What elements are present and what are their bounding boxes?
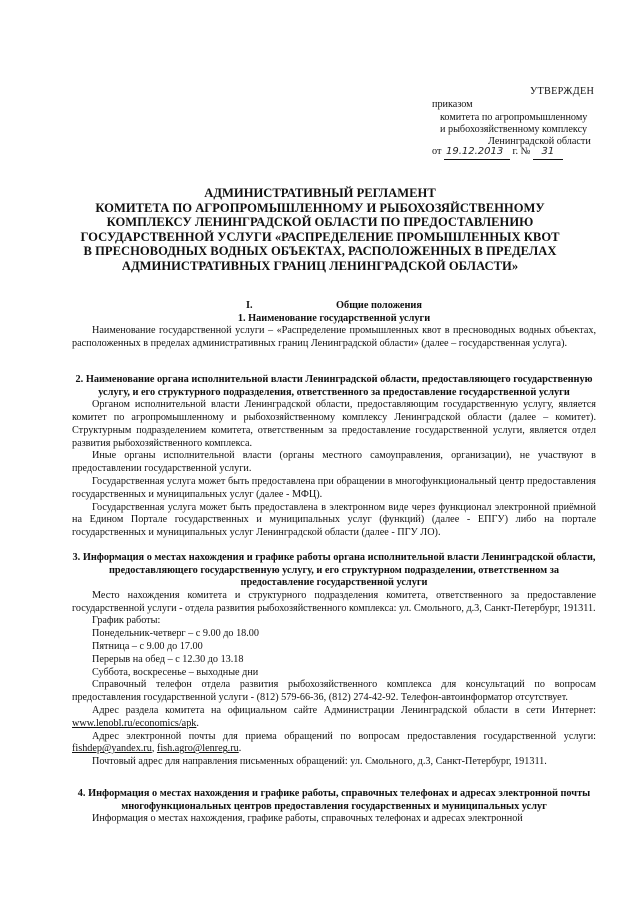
chapter-title: Общие положения (336, 300, 422, 311)
schedule-item: Понедельник-четверг – с 9.00 до 18.00 (92, 628, 259, 640)
schedule-item: Пятница – с 9.00 до 17.00 (92, 640, 203, 652)
title-line: КОМИТЕТА ПО АГРОПРОМЫШЛЕННОМУ И РЫБОХОЗЯЙСТВЕННОМУ (95, 200, 545, 215)
approval-line: Ленинградской области (488, 136, 591, 147)
site-link[interactable]: www.lenobl.ru/economics/apk (72, 717, 197, 729)
paragraph: Место нахождения комитета и структурного подразделения комитета, ответственного за предоставление государственной услуги - отдела развития рыбохозяйственного комплекса: ул. Смольного, д.3, Санкт-Петербург, 191311. (72, 589, 596, 614)
section-heading: 1. Наименование государственной услуги (237, 312, 431, 324)
title-line: В ПРЕСНОВОДНЫХ ВОДНЫХ ОБЪЕКТАХ, РАСПОЛОЖЕННЫХ В ПРЕДЕЛАХ (83, 244, 557, 259)
approval-title: УТВЕРЖДЕН (530, 86, 595, 97)
paragraph: Государственная услуга может быть предоставлена при обращении в многофункциональный центр предоставления государственных и муниципальных услуг (далее - МФЦ). (72, 475, 596, 500)
email-link[interactable]: fish.agro@lenreg.ru (156, 743, 239, 755)
section-heading: 3. Информация о местах нахождения и графике работы органа исполнительной власти Ленинградской области, предоставляющего государственную услугу, и его структурном подразделении, ответственном за предоставление государственной услуги (72, 552, 596, 589)
section-heading: 4. Информация о местах нахождения и графике работы, справочных телефонах и адресах электронной почты многофункциональных центров предоставления государственных и муниципальных услуг (77, 788, 591, 812)
approval-line: комитета по агропромышленному (440, 112, 588, 123)
title-line: АДМИНИСТРАТИВНЫЙ РЕГЛАМЕНТ (204, 186, 436, 200)
paragraph: Почтовый адрес для направления письменных обращений: ул. Смольного, д.3, Санкт-Петербург, 191311. (92, 756, 547, 768)
title-line: КОМПЛЕКСУ ЛЕНИНГРАДСКОЙ ОБЛАСТИ ПО ПРЕДОСТАВЛЕНИЮ (106, 215, 534, 230)
date-prefix: от (432, 146, 442, 157)
chapter-heading (72, 300, 596, 313)
title-line: АДМИНИСТРАТИВНЫХ ГРАНИЦ ЛЕНИНГРАДСКОЙ ОБЛАСТИ» (121, 258, 519, 273)
paragraph: Органом исполнительной власти Ленинградской области, предоставляющим государственную услугу, является комитет по агропромышленному и рыбохозяйственному комплексу Ленинградской области (далее – комитет). Структурным подразделением комитета, ответственным за предоставление государственной услуги, является отдел развития рыбохозяйственного комплекса. (72, 399, 596, 449)
email-text: Адрес электронной почты для приема обращений по вопросам предоставления государственной услуги: (92, 730, 596, 742)
approval-line: приказом (432, 99, 473, 110)
paragraph: Адрес электронной почты для приема обращений по вопросам предоставления государственной услуги: fishdep@yandex.ru, fish.agro@lenreg.ru. (72, 730, 596, 755)
site-text: Адрес раздела комитета на официальном сайте Администрации Ленинградской области в сети Интернет: (92, 704, 596, 716)
number-prefix: г. № (512, 146, 531, 157)
schedule-item: Перерыв на обед – с 12.30 до 13.18 (92, 653, 244, 665)
document-title (60, 186, 580, 274)
section-heading: 2. Наименование органа исполнительной власти Ленинградской области, предоставляющего государственную услугу, и его структурного подразделения, ответственного за предоставление государственной услуги (75, 374, 593, 398)
chapter-number: I. (246, 300, 253, 311)
approval-date-line (432, 146, 563, 160)
section-2 (72, 374, 596, 540)
section-3 (72, 552, 596, 769)
section-4 (72, 788, 596, 826)
paragraph: Наименование государственной услуги – «Распределение промышленных квот в пресноводных водных объектах, расположенных в пределах административных границ Ленинградской области» (далее – государственная услуга). (72, 325, 596, 349)
paragraph: Информация о местах нахождения, графике работы, справочных телефонах и адресах электронной (92, 813, 523, 825)
schedule-label: График работы: (92, 615, 161, 627)
handwritten-date: 19.12.2013 (444, 146, 510, 160)
handwritten-number: 31 (533, 146, 563, 160)
schedule-item: Суббота, воскресенье – выходные дни (92, 666, 259, 678)
email-link[interactable]: fishdep@yandex.ru (72, 743, 152, 755)
title-line: ГОСУДАРСТВЕННОЙ УСЛУГИ «РАСПРЕДЕЛЕНИЕ ПРОМЫШЛЕННЫХ КВОТ (80, 229, 560, 244)
paragraph: Адрес раздела комитета на официальном сайте Администрации Ленинградской области в сети Интернет: www.lenobl.ru/economics/apk. (72, 704, 596, 729)
paragraph: Государственная услуга может быть предоставлена в электронном виде через функционал электронной приёмной на Едином Портале государственных и муниципальных услуг (функций) (далее - ЕПГУ) либо на портале государственных и муниципальных услуг Ленинградской области (далее - ПГУ ЛО). (72, 501, 596, 539)
approval-line: и рыбохозяйственному комплексу (440, 124, 588, 135)
section-1 (72, 300, 596, 351)
paragraph: Справочный телефон отдела развития рыбохозяйственного комплекса для консультаций по вопросам предоставления государственной услуги - (812) 579-66-36, (812) 274-42-92. Телефон-автоинформатор отсутствует. (72, 679, 596, 704)
paragraph: Иные органы исполнительной власти (органы местного самоуправления, организации), не участвуют в предоставлении государственной услуги. (72, 450, 596, 475)
